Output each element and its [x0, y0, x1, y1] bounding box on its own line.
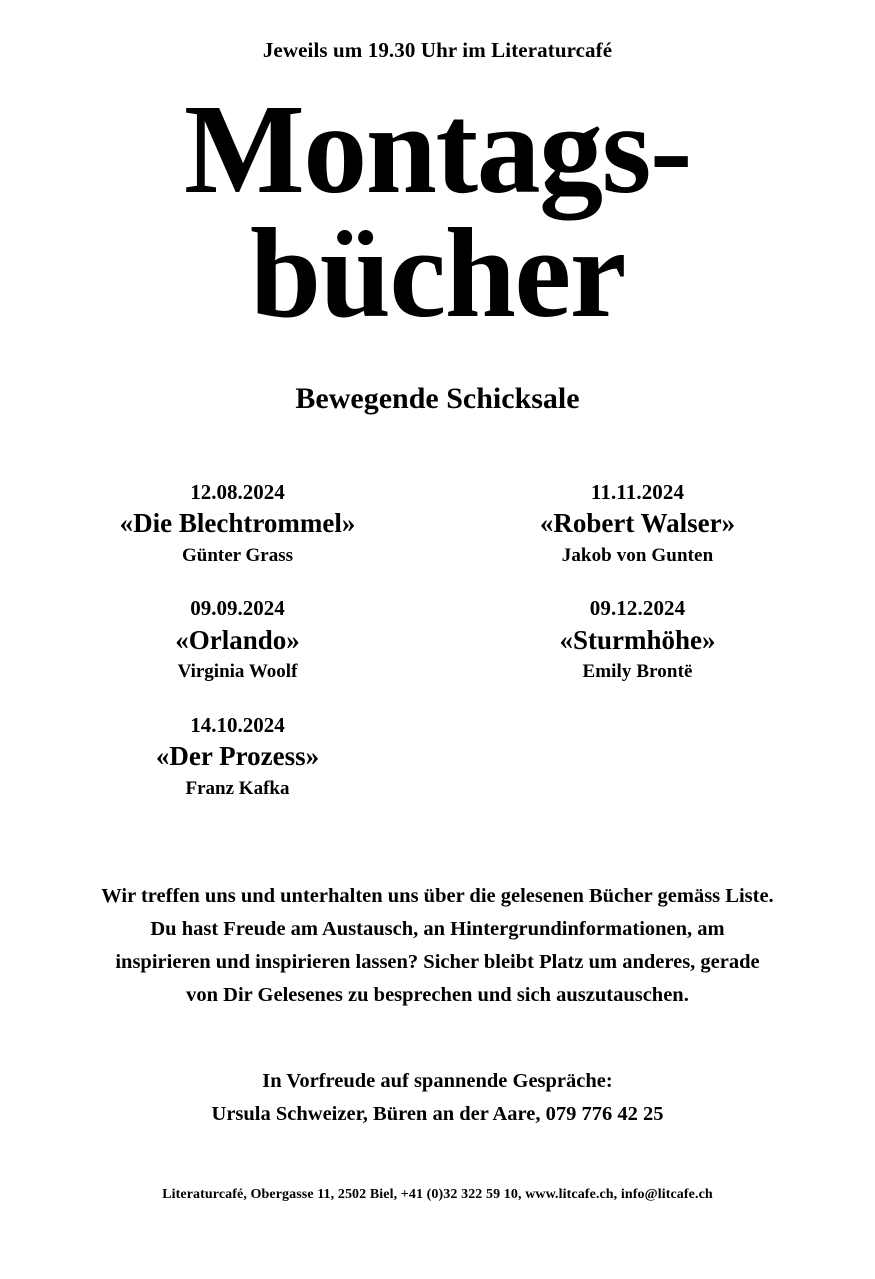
title-line-1: Montags-: [183, 78, 692, 220]
poster: [0, 38, 875, 1279]
title-line-2: bücher: [250, 202, 625, 345]
event-item: [468, 594, 808, 685]
events-column-left: [68, 478, 408, 802]
event-date: 09.12.2024: [589, 596, 686, 621]
event-title: «Sturmhöhe»: [559, 624, 716, 655]
events-column-right: [468, 478, 808, 802]
event-author: Franz Kafka: [185, 778, 290, 800]
poster-subtitle: Bewegende Schicksale: [295, 381, 580, 415]
signoff-contact: Ursula Schweizer, Büren an der Aare, 079 776 42 25: [211, 1102, 664, 1125]
venue-footer: Literaturcafé, Obergasse 11, 2502 Biel, +41 (0)32 322 59 10, www.litcafe.ch, info@litcafe.ch: [162, 1187, 713, 1203]
event-date: 12.08.2024: [190, 479, 285, 504]
events-columns: [0, 478, 875, 802]
signoff-line: In Vorfreude auf spannende Gespräche:: [262, 1069, 613, 1092]
event-item: [68, 594, 408, 685]
event-item: [68, 711, 408, 802]
event-title: «Der Prozess»: [155, 741, 320, 772]
event-author: Emily Brontë: [582, 661, 693, 683]
event-title: «Die Blechtrommel»: [119, 507, 356, 538]
description-line: Wir treffen uns und unterhalten uns über die gelesenen Bücher gemäss Liste.: [101, 884, 774, 907]
event-item: [68, 478, 408, 569]
event-item: [468, 478, 808, 569]
event-author: Virginia Woolf: [177, 661, 298, 683]
poster-title: [0, 78, 875, 345]
description-line: inspirieren und inspirieren lassen? Sicher bleibt Platz um anderes, gerade: [115, 951, 760, 974]
event-date: 09.09.2024: [190, 596, 285, 621]
event-date: 14.10.2024: [190, 713, 285, 738]
event-author: Günter Grass: [181, 544, 293, 566]
description-line: Du hast Freude am Austausch, an Hintergrundinformationen, am: [150, 918, 725, 941]
event-title: «Robert Walser»: [539, 507, 736, 538]
signoff-block: [0, 1065, 875, 1131]
event-title: «Orlando»: [175, 624, 300, 655]
event-author: Jakob von Gunten: [561, 544, 714, 566]
event-date: 11.11.2024: [590, 479, 685, 504]
description-line: von Dir Gelesenes zu besprechen und sich auszutauschen.: [186, 984, 689, 1007]
event-time-note: Jeweils um 19.30 Uhr im Literaturcafé: [262, 38, 613, 62]
description-paragraph: [0, 880, 875, 1013]
